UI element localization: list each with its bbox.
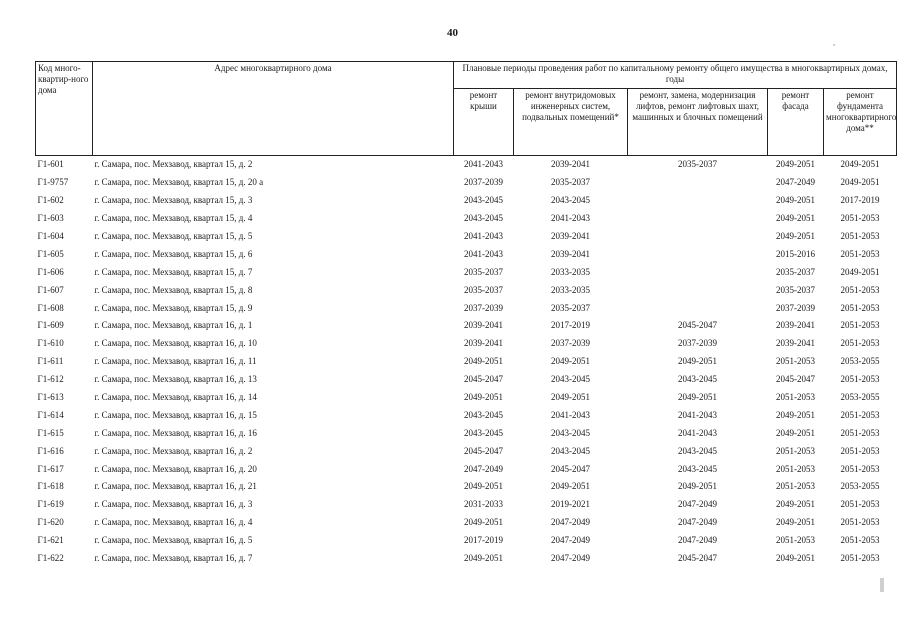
cell-roof-period: 2047-2049 bbox=[464, 463, 503, 474]
cell-roof-period: 2049-2051 bbox=[464, 481, 503, 492]
cell-facade-period: 2051-2053 bbox=[776, 463, 815, 474]
cell-facade-period: 2037-2039 bbox=[776, 302, 815, 313]
cell-address: г. Самара, пос. Мехзавод, квартал 16, д. 5 bbox=[94, 535, 253, 546]
cell-roof-period: 2035-2037 bbox=[464, 266, 503, 277]
cell-foundation-period: 2051-2053 bbox=[840, 463, 880, 474]
cell-roof-period: 2049-2051 bbox=[464, 553, 503, 564]
cell-elevator-period: 2035-2037 bbox=[678, 159, 717, 170]
cell-foundation-period: 2051-2053 bbox=[840, 248, 880, 259]
table-row bbox=[36, 174, 897, 192]
cell-facade-period: 2035-2037 bbox=[776, 284, 815, 295]
table-row bbox=[36, 317, 897, 335]
cell-roof-period: 2039-2041 bbox=[464, 338, 503, 349]
cell-facade-period: 2049-2051 bbox=[776, 427, 815, 438]
cell-roof-period: 2037-2039 bbox=[464, 302, 503, 313]
cell-elevator-period: 2043-2045 bbox=[678, 374, 717, 385]
cell-address: г. Самара, пос. Мехзавод, квартал 16, д. 20 bbox=[94, 463, 257, 474]
cell-elevator-period bbox=[628, 299, 768, 317]
cell-address: г. Самара, пос. Мехзавод, квартал 16, д. 3 bbox=[94, 499, 253, 510]
cell-house-code: Г1-9757 bbox=[37, 177, 69, 188]
cell-house-code: Г1-616 bbox=[37, 445, 64, 456]
cell-house-code: Г1-607 bbox=[37, 284, 64, 295]
cell-facade-period: 2039-2041 bbox=[776, 338, 815, 349]
table-row bbox=[36, 406, 897, 424]
cell-foundation-period: 2051-2053 bbox=[840, 231, 880, 241]
cell-facade-period: 2051-2053 bbox=[776, 356, 815, 367]
cell-engineering-period: 2037-2039 bbox=[551, 338, 590, 349]
cell-elevator-period bbox=[628, 228, 768, 246]
header-elevator-repair: ремонт, замена, модернизация лифтов, ремонт лифтовых шахт, машинных и блочных помещений bbox=[628, 89, 768, 156]
cell-roof-period: 2041-2043 bbox=[464, 231, 503, 241]
cell-facade-period: 2049-2051 bbox=[776, 409, 815, 420]
cell-facade-period: 2049-2051 bbox=[776, 499, 815, 510]
cell-elevator-period: 2037-2039 bbox=[678, 338, 717, 349]
cell-foundation-period: 2051-2053 bbox=[840, 499, 880, 510]
table-row bbox=[36, 389, 897, 407]
cell-roof-period: 2041-2043 bbox=[464, 159, 503, 170]
cell-engineering-period: 2041-2043 bbox=[551, 213, 590, 224]
header-house-code: Код много-квартир-ного дома bbox=[36, 62, 93, 156]
cell-facade-period: 2051-2053 bbox=[776, 445, 815, 456]
cell-foundation-period: 2051-2053 bbox=[840, 427, 880, 438]
cell-elevator-period: 2049-2051 bbox=[678, 481, 717, 492]
cell-facade-period: 2039-2041 bbox=[776, 320, 815, 331]
cell-facade-period: 2049-2051 bbox=[776, 195, 815, 206]
cell-house-code: Г1-622 bbox=[37, 553, 64, 564]
table-row bbox=[36, 299, 897, 317]
cell-engineering-period: 2043-2045 bbox=[551, 427, 590, 438]
cell-house-code: Г1-620 bbox=[37, 517, 64, 528]
cell-engineering-period: 2043-2045 bbox=[551, 195, 590, 206]
cell-roof-period: 2039-2041 bbox=[464, 320, 503, 331]
cell-facade-period: 2049-2051 bbox=[776, 159, 815, 170]
cell-elevator-period: 2043-2045 bbox=[678, 445, 717, 456]
cell-address: г. Самара, пос. Мехзавод, квартал 15, д. 9 bbox=[94, 302, 253, 313]
table-row bbox=[36, 496, 897, 514]
cell-address: г. Самара, пос. Мехзавод, квартал 15, д. 3 bbox=[94, 195, 253, 206]
cell-address: г. Самара, пос. Мехзавод, квартал 16, д. 15 bbox=[94, 409, 257, 420]
cell-roof-period: 2045-2047 bbox=[464, 445, 503, 456]
cell-facade-period: 2047-2049 bbox=[776, 177, 815, 188]
cell-facade-period: 2049-2051 bbox=[776, 553, 815, 564]
cell-foundation-period: 2051-2053 bbox=[840, 338, 880, 349]
cell-house-code: Г1-602 bbox=[37, 195, 64, 206]
cell-engineering-period: 2039-2041 bbox=[551, 248, 590, 259]
header-address: Адрес многоквартирного дома bbox=[93, 62, 454, 156]
cell-roof-period: 2035-2037 bbox=[464, 284, 503, 295]
cell-foundation-period: 2051-2053 bbox=[840, 284, 880, 295]
cell-facade-period: 2015-2016 bbox=[776, 248, 815, 259]
cell-engineering-period: 2045-2047 bbox=[551, 463, 590, 474]
cell-roof-period: 2041-2043 bbox=[464, 248, 503, 259]
cell-engineering-period: 2035-2037 bbox=[551, 177, 590, 188]
cell-roof-period: 2049-2051 bbox=[464, 392, 503, 403]
cell-elevator-period: 2041-2043 bbox=[678, 409, 717, 420]
cell-elevator-period: 2049-2051 bbox=[678, 392, 717, 403]
table-row bbox=[36, 228, 897, 246]
cell-house-code: Г1-608 bbox=[37, 302, 64, 313]
cell-engineering-period: 2047-2049 bbox=[551, 535, 590, 546]
cell-elevator-period: 2043-2045 bbox=[678, 463, 717, 474]
cell-roof-period: 2043-2045 bbox=[464, 195, 503, 206]
scan-speck bbox=[833, 44, 835, 46]
cell-roof-period: 2043-2045 bbox=[464, 409, 503, 420]
table-row bbox=[36, 335, 897, 353]
table-row bbox=[36, 424, 897, 442]
cell-house-code: Г1-618 bbox=[37, 481, 64, 492]
cell-roof-period: 2045-2047 bbox=[464, 374, 503, 385]
cell-engineering-period: 2041-2043 bbox=[551, 409, 590, 420]
scan-speck bbox=[880, 578, 884, 592]
cell-foundation-period: 2051-2053 bbox=[840, 320, 880, 331]
cell-facade-period: 2049-2051 bbox=[776, 231, 815, 241]
cell-foundation-period: 2017-2019 bbox=[840, 195, 880, 206]
table-row bbox=[36, 460, 897, 478]
cell-foundation-period: 2051-2053 bbox=[840, 302, 880, 313]
cell-foundation-period: 2051-2053 bbox=[840, 409, 880, 420]
cell-engineering-period: 2043-2045 bbox=[551, 374, 590, 385]
cell-address: г. Самара, пос. Мехзавод, квартал 16, д. 2 bbox=[94, 445, 253, 456]
cell-facade-period: 2051-2053 bbox=[776, 392, 815, 403]
table-row bbox=[36, 478, 897, 496]
cell-house-code: Г1-619 bbox=[37, 499, 64, 510]
cell-address: г. Самара, пос. Мехзавод, квартал 16, д. 16 bbox=[94, 427, 257, 438]
cell-elevator-period: 2047-2049 bbox=[678, 517, 717, 528]
cell-roof-period: 2017-2019 bbox=[464, 535, 503, 546]
table-row bbox=[36, 156, 897, 174]
cell-address: г. Самара, пос. Мехзавод, квартал 15, д. 8 bbox=[94, 284, 253, 295]
cell-engineering-period: 2033-2035 bbox=[551, 266, 590, 277]
cell-foundation-period: 2051-2053 bbox=[840, 517, 880, 528]
cell-engineering-period: 2043-2045 bbox=[551, 445, 590, 456]
capital-repair-table bbox=[35, 61, 897, 567]
cell-facade-period: 2049-2051 bbox=[776, 517, 815, 528]
cell-foundation-period: 2049-2051 bbox=[840, 266, 880, 277]
cell-foundation-period: 2049-2051 bbox=[840, 177, 880, 188]
cell-elevator-period: 2045-2047 bbox=[678, 320, 717, 331]
cell-foundation-period: 2051-2053 bbox=[840, 213, 880, 224]
cell-house-code: Г1-611 bbox=[37, 356, 64, 367]
cell-address: г. Самара, пос. Мехзавод, квартал 16, д. 4 bbox=[94, 517, 253, 528]
header-roof-repair: ремонт крыши bbox=[454, 89, 514, 156]
cell-house-code: Г1-609 bbox=[37, 320, 64, 331]
cell-engineering-period: 2035-2037 bbox=[551, 302, 590, 313]
table-row bbox=[36, 371, 897, 389]
cell-roof-period: 2049-2051 bbox=[464, 517, 503, 528]
header-planned-periods: Плановые периоды проведения работ по капитальному ремонту общего имущества в многоквартирных домах, годы bbox=[454, 62, 897, 89]
table-row bbox=[36, 192, 897, 210]
page-number: 40 bbox=[447, 27, 458, 39]
cell-foundation-period: 2051-2053 bbox=[840, 445, 880, 456]
cell-engineering-period: 2019-2021 bbox=[551, 499, 590, 510]
cell-roof-period: 2049-2051 bbox=[464, 356, 503, 367]
cell-facade-period: 2045-2047 bbox=[776, 374, 815, 385]
cell-facade-period: 2049-2051 bbox=[776, 213, 815, 224]
cell-engineering-period: 2047-2049 bbox=[551, 553, 590, 564]
cell-elevator-period bbox=[628, 192, 768, 210]
cell-address: г. Самара, пос. Мехзавод, квартал 16, д. 10 bbox=[94, 338, 257, 349]
cell-engineering-period: 2039-2041 bbox=[551, 231, 590, 241]
cell-foundation-period: 2049-2051 bbox=[840, 159, 880, 170]
cell-engineering-period: 2049-2051 bbox=[551, 392, 590, 403]
cell-foundation-period: 2051-2053 bbox=[840, 535, 880, 546]
table-row bbox=[36, 245, 897, 263]
cell-elevator-period bbox=[628, 263, 768, 281]
cell-elevator-period: 2049-2051 bbox=[678, 356, 717, 367]
cell-foundation-period: 2051-2053 bbox=[840, 553, 880, 564]
cell-address: г. Самара, пос. Мехзавод, квартал 16, д. 21 bbox=[94, 481, 257, 492]
cell-address: г. Самара, пос. Мехзавод, квартал 16, д. 11 bbox=[94, 356, 257, 367]
cell-elevator-period: 2047-2049 bbox=[678, 499, 717, 510]
cell-foundation-period: 2053-2055 bbox=[840, 481, 880, 492]
table-row bbox=[36, 442, 897, 460]
cell-address: г. Самара, пос. Мехзавод, квартал 15, д. 7 bbox=[94, 266, 253, 277]
cell-address: г. Самара, пос. Мехзавод, квартал 16, д. 14 bbox=[94, 392, 257, 403]
table-row bbox=[36, 210, 897, 228]
cell-elevator-period bbox=[628, 210, 768, 228]
cell-house-code: Г1-612 bbox=[37, 374, 64, 385]
cell-roof-period: 2043-2045 bbox=[464, 427, 503, 438]
cell-elevator-period bbox=[628, 174, 768, 192]
cell-house-code: Г1-601 bbox=[37, 159, 64, 170]
cell-engineering-period: 2017-2019 bbox=[551, 320, 590, 331]
cell-house-code: Г1-615 bbox=[37, 427, 64, 438]
cell-address: г. Самара, пос. Мехзавод, квартал 16, д. 1 bbox=[94, 320, 253, 331]
table-row bbox=[36, 263, 897, 281]
table-body bbox=[36, 156, 897, 568]
cell-roof-period: 2031-2033 bbox=[464, 499, 503, 510]
cell-engineering-period: 2033-2035 bbox=[551, 284, 590, 295]
cell-house-code: Г1-617 bbox=[37, 463, 64, 474]
cell-address: г. Самара, пос. Мехзавод, квартал 16, д. 13 bbox=[94, 374, 257, 385]
cell-engineering-period: 2039-2041 bbox=[551, 159, 590, 170]
cell-elevator-period: 2047-2049 bbox=[678, 535, 717, 546]
cell-house-code: Г1-614 bbox=[37, 409, 64, 420]
cell-house-code: Г1-610 bbox=[37, 338, 64, 349]
table-row bbox=[36, 281, 897, 299]
table-row bbox=[36, 550, 897, 568]
cell-elevator-period: 2045-2047 bbox=[678, 553, 717, 564]
table-row bbox=[36, 353, 897, 371]
cell-facade-period: 2051-2053 bbox=[776, 481, 815, 492]
cell-engineering-period: 2047-2049 bbox=[551, 517, 590, 528]
cell-facade-period: 2035-2037 bbox=[776, 266, 815, 277]
cell-address: г. Самара, пос. Мехзавод, квартал 15, д. 2 bbox=[94, 159, 253, 170]
cell-elevator-period bbox=[628, 281, 768, 299]
header-engineering-repair: ремонт внутридомовых инженерных систем, подвальных помещений* bbox=[514, 89, 628, 156]
cell-address: г. Самара, пос. Мехзавод, квартал 15, д. 6 bbox=[94, 248, 253, 259]
cell-house-code: Г1-613 bbox=[37, 392, 64, 403]
cell-elevator-period bbox=[628, 245, 768, 263]
cell-engineering-period: 2049-2051 bbox=[551, 481, 590, 492]
header-foundation-repair: ремонт фундамента многоквартирного дома** bbox=[824, 89, 897, 156]
cell-roof-period: 2043-2045 bbox=[464, 213, 503, 224]
cell-house-code: Г1-603 bbox=[37, 213, 64, 224]
cell-address: г. Самара, пос. Мехзавод, квартал 15, д. 20 а bbox=[94, 177, 264, 188]
cell-address: г. Самара, пос. Мехзавод, квартал 15, д. 4 bbox=[94, 213, 253, 224]
cell-house-code: Г1-605 bbox=[37, 248, 64, 259]
cell-roof-period: 2037-2039 bbox=[464, 177, 503, 188]
header-facade-repair: ремонт фасада bbox=[768, 89, 824, 156]
table-row bbox=[36, 514, 897, 532]
cell-foundation-period: 2053-2055 bbox=[840, 392, 880, 403]
cell-house-code: Г1-621 bbox=[37, 535, 64, 546]
cell-address: г. Самара, пос. Мехзавод, квартал 16, д. 7 bbox=[94, 553, 253, 564]
cell-address: г. Самара, пос. Мехзавод, квартал 15, д. 5 bbox=[94, 231, 253, 241]
cell-foundation-period: 2053-2055 bbox=[840, 356, 880, 367]
cell-foundation-period: 2051-2053 bbox=[840, 374, 880, 385]
table-row bbox=[36, 532, 897, 550]
cell-engineering-period: 2049-2051 bbox=[551, 356, 590, 367]
cell-house-code: Г1-606 bbox=[37, 266, 64, 277]
cell-elevator-period: 2041-2043 bbox=[678, 427, 717, 438]
cell-facade-period: 2051-2053 bbox=[776, 535, 815, 546]
cell-house-code: Г1-604 bbox=[37, 231, 64, 241]
